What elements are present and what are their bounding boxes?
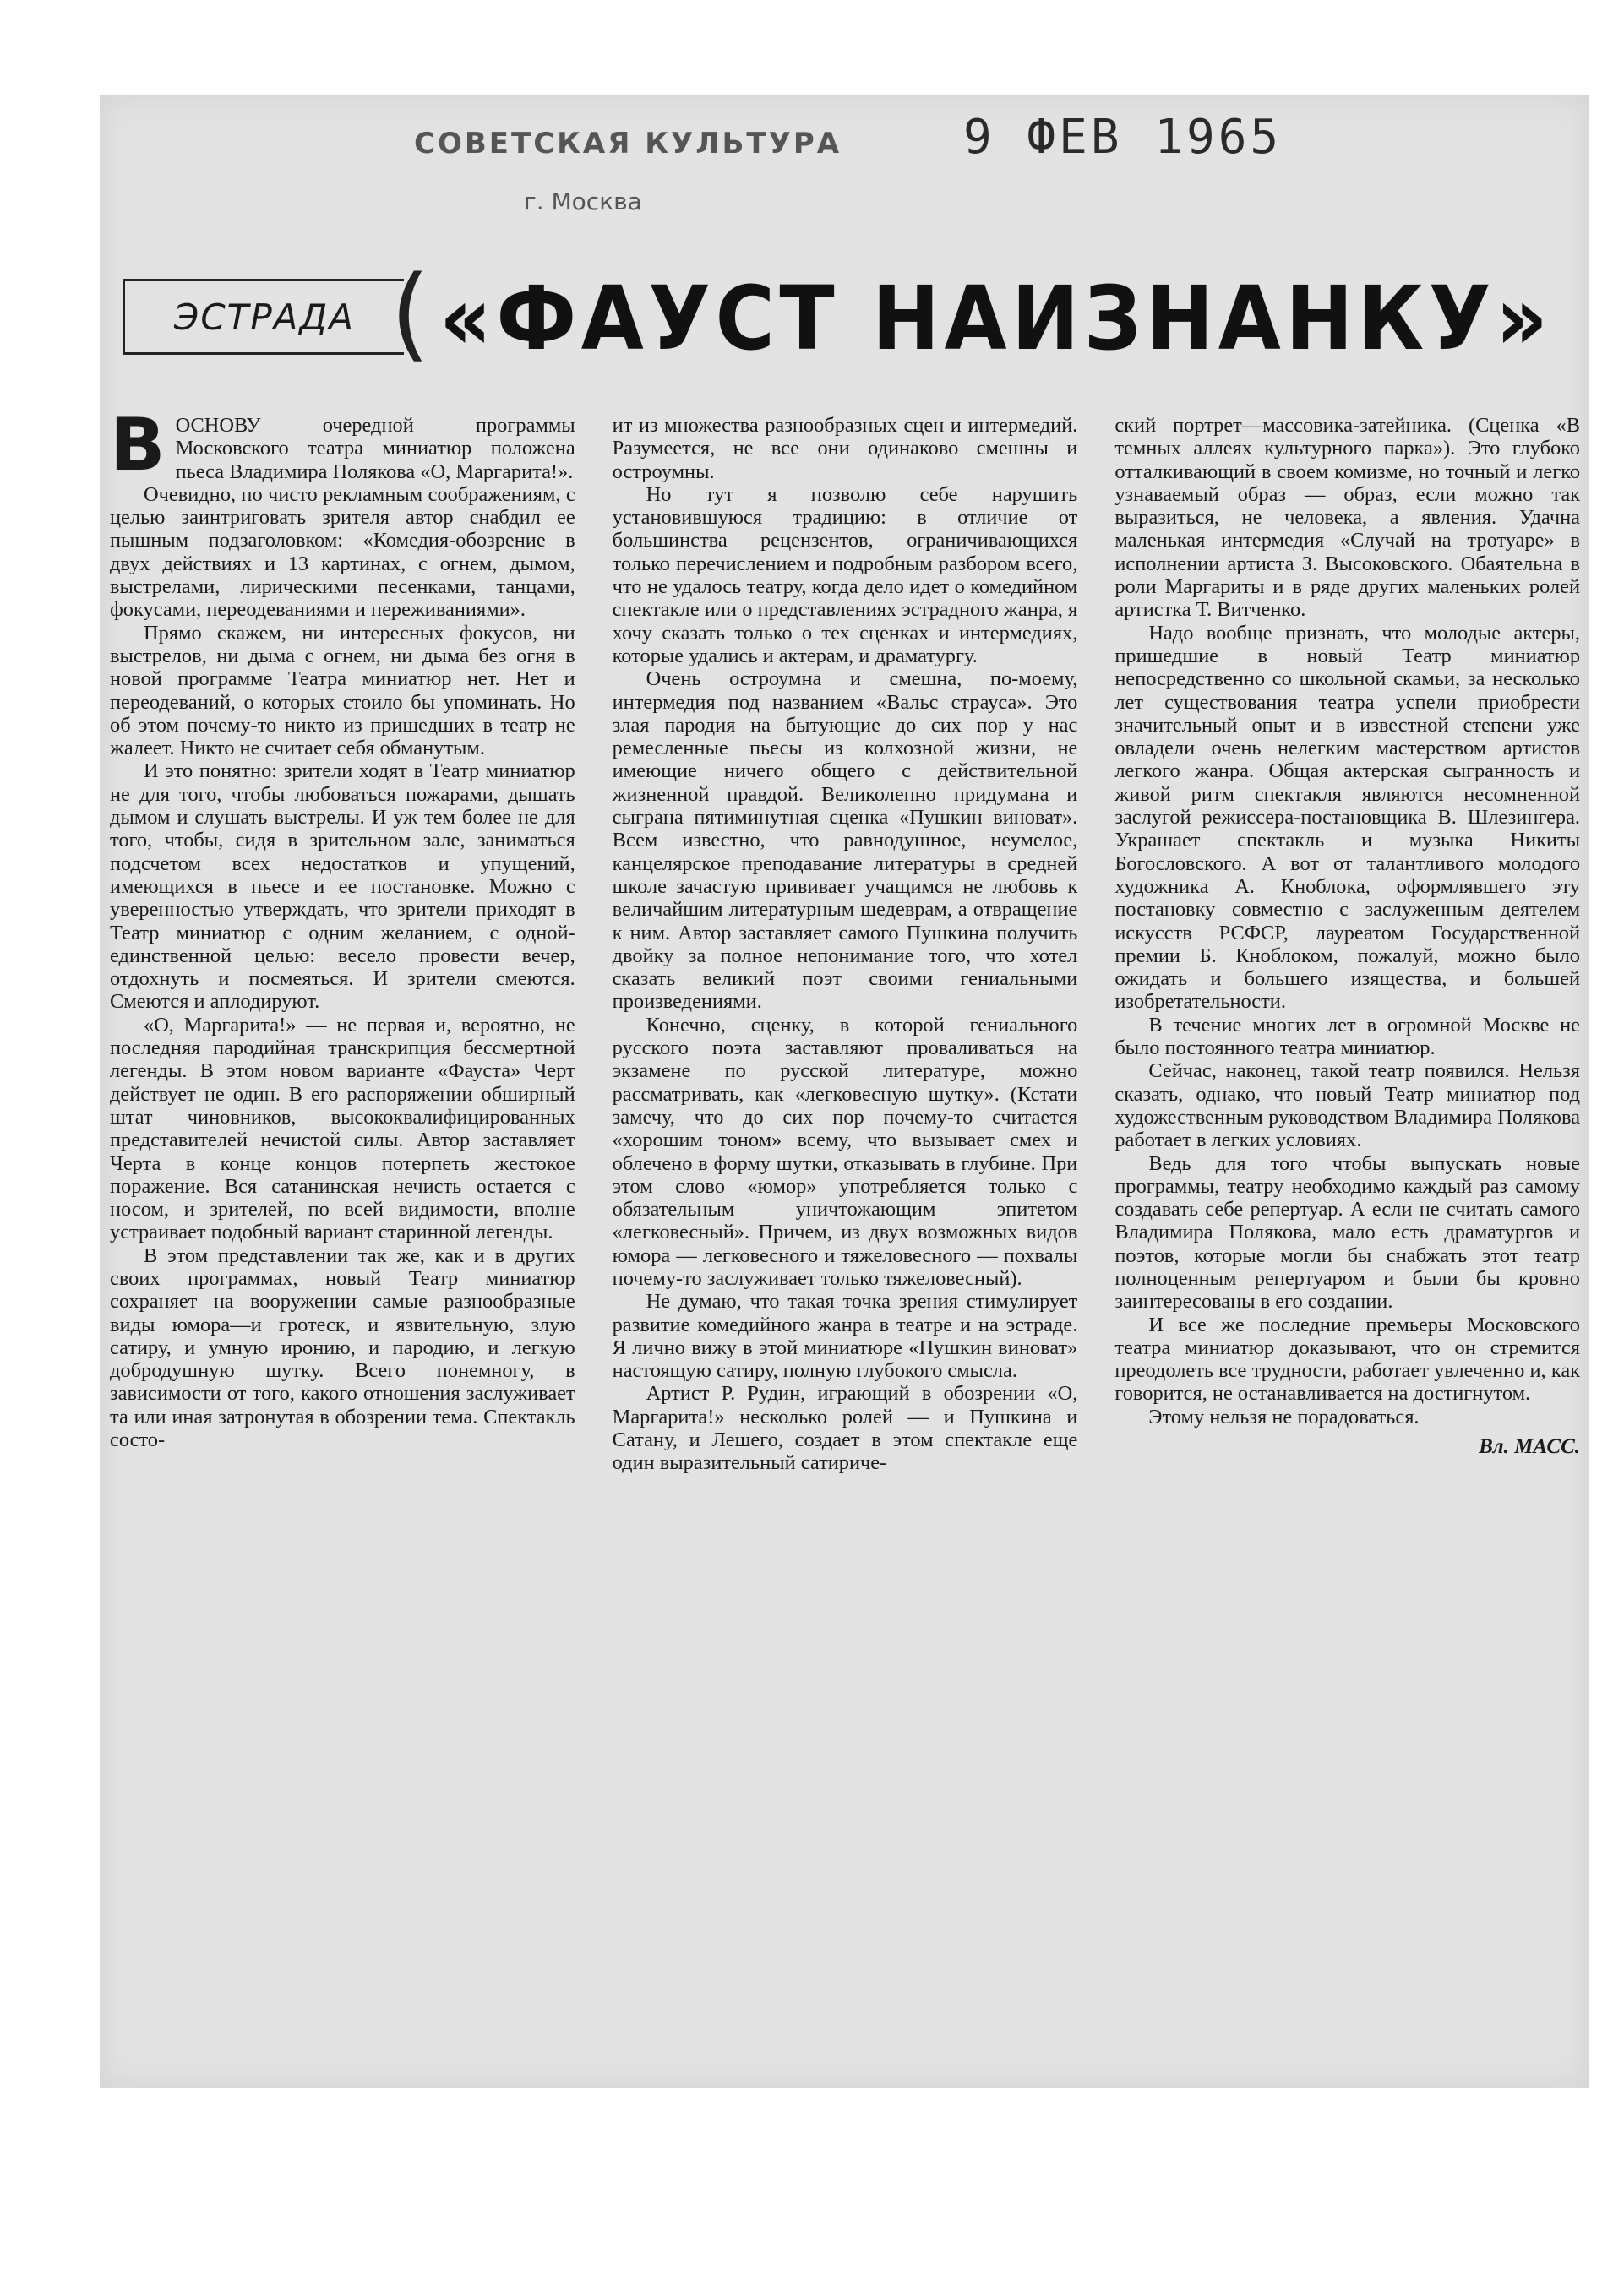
paragraph: Очень остроумна и смешна, по-моему, интермедия под названием «Вальс страуса». Это злая пародия на бытующие до сих пор у нас ремесленные пьесы из колхозной жизни, не имеющие ничего общего с действительной жизненной правдой. Великолепно придумана и сыграна пятиминутная сценка «Пушкин виноват». Всем известно, что равнодушное, неумелое, канцелярское преподавание литературы в средней школе зачастую прививает учащимся не любовь к величайшим литературным шедеврам, а отвращение к ним. Автор заставляет самого Пушкина получить двойку за полное непонимание того, что хотел сказать великий поэт своими гениальными произведениями. (612, 667, 1078, 1014)
paragraph: Конечно, сценку, в которой гениального русского поэта заставляют проваливаться на экзамене по русской литературе, можно рассматривать, как «легковесную шутку». (Кстати замечу, что до сих пор почему-то считается «хорошим тоном» всему, что вызывает смех и облечено в форму шутки, отказывать в глубине. При этом слово «юмор» употребляется только с обязательным уничтожающим эпитетом «легковесный». Причем, из двух возможных видов юмора — легковесного и тяжеловесного — похвалы почему-то заслуживает только тяжеловесный). (612, 1013, 1078, 1290)
paragraph: И это понятно: зрители ходят в Театр миниатюр не для того, чтобы любоваться пожарами, дышать дымом и слушать выстрелы. И уж тем более не для того, чтобы, сидя в зрительном зале, заниматься подсчетом всех недостатков и упущений, имеющихся в пьесе и ее постановке. Можно с уверенностью утверждать, что зрители приходят в Театр миниатюр с одним желанием, с одной-единственной целью: весело провести вечер, отдохнуть и посмеяться. И зрители смеются. Смеются и аплодируют. (110, 759, 575, 1014)
newspaper-masthead: СОВЕТСКАЯ КУЛЬТУРА (414, 127, 842, 161)
author-signature: Вл. МАСС. (1479, 1435, 1581, 1459)
column-3 (1114, 414, 1580, 2070)
paragraph: «О, Маргарита!» — не первая и, вероятно, не последняя пародийная транскрипция бессмертной легенды. В этом новом варианте «Фауста» Черт действует не один. В его распоряжении обширный штат чиновников, высококвалифицированных представителей нечистой силы. Автор заставляет Черта в конце концов потерпеть жестокое поражение. Вся сатанинская нечисть остается с носом, и зрителей, по всей видимости, вполне устраивает подобный вариант старинной легенды. (110, 1013, 575, 1244)
paragraph: Очевидно, по чисто рекламным соображениям, с целью заинтриговать зрителя автор снабдил ее пышным подзаголовком: «Комедия-обозрение в двух действиях и 13 картинах, с огнем, дымом, выстрелами, лирическими песенками, танцами, фокусами, переодеваниями и переживаниями». (110, 482, 575, 622)
paragraph: Но тут я позволю себе нарушить установившуюся традицию: в отличие от большинства рецензентов, ограничивающихся только перечислением и подробным разбором всего, что не удалось театру, когда дело идет о комедийном спектакле или о представлениях эстрадного жанра, я хочу сказать только о тех сценках и интермедиях, которые удались и актерам, и драматургу. (612, 482, 1078, 667)
paragraph: И все же последние премьеры Московского театра миниатюр доказывают, что он стремится преодолеть все трудности, работает увлеченно и, как говорится, не останавливается на достигнутом. (1114, 1313, 1581, 1406)
newspaper-city: г. Москва (524, 188, 642, 215)
paragraph: В течение многих лет в огромной Москве не было постоянного театра миниатюр. (1114, 1013, 1581, 1060)
paragraph: Артист Р. Рудин, играющий в обозрении «О, Маргарита!» несколько ролей — и Пушкина и Сатану, и Лешего, создает в этом спектакле еще один выразительный сатириче- (612, 1382, 1078, 1475)
article-body (110, 403, 1581, 2070)
rubric-label: ЭСТРАДА (174, 296, 355, 338)
paragraph: Прямо скажем, ни интересных фокусов, ни выстрелов, ни дыма с огнем, ни дыма без огня в новой программе Театра миниатюр нет. Нет и переодеваний, о которых стоило бы упоминать. Но об этом почему-то никто из пришедших в театр не жалеет. Никто не считает себя обманутым. (110, 621, 575, 760)
date-stamp: 9 ФЕВ 1965 (963, 110, 1283, 165)
paragraph: В этом представлении так же, как и в других своих программах, новый Театр миниатюр сохраняет на вооружении самые разнообразные виды юмора—и гротеск, и язвительную, злую сатиру, и умную иронию, и пародию, и легкую добродушную шутку. Всего понемногу, в зависимости от того, какого отношения заслуживает та или иная затронутая в обозрении тема. Спектакль состо- (110, 1243, 575, 1452)
closing-line: Этому нельзя не порадоваться. (1148, 1405, 1420, 1428)
column-2 (613, 414, 1078, 2070)
paragraph: ский портрет—массовика-затейника. (Сценка «В темных аллеях культурного парка»). Это глубоко отталкивающий в своем комизме, но точный и легко узнаваемый образ — образ, если можно так выразиться, не человека, а явления. Удачна маленькая интермедия «Случай на тротуаре» в исполнении артиста З. Высоковского. Обаятельна в роли Маргариты и в ряде других маленьких ролей артистка Т. Витченко. (1114, 414, 1581, 622)
article-title: «ФАУСТ НАИЗНАНКУ» (439, 267, 1553, 370)
paragraph: Ведь для того чтобы выпускать новые программы, театру необходимо каждый раз самому создавать себе репертуар. А если не считать самого Владимира Полякова, мало есть драматургов и поэтов, которые могли бы снабжать этот театр полноценным репертуаром и были бы кровно заинтересованы в его создании. (1114, 1151, 1581, 1314)
paragraph: Не думаю, что такая точка зрения стимулирует развитие комедийного жанра в театре и на эстраде. Я лично вижу в этой миниатюре «Пушкин виноват» настоящую сатиру, полную глубокого смысла. (612, 1290, 1078, 1383)
rubric-bracket-decoration: ( (390, 255, 430, 373)
paragraph: ВОСНОВУ очередной программы Московского театра миниатюр положена пьеса Владимира Полякова «О, Маргарита!». (110, 403, 575, 487)
drop-cap: В (110, 403, 166, 487)
paragraph: Сейчас, наконец, такой театр появился. Нельзя сказать, однако, что новый Театр миниатюр под художественным руководством Владимира Полякова работает в легких условиях. (1114, 1059, 1581, 1152)
section-rubric (123, 279, 404, 355)
paragraph: Надо вообще признать, что молодые актеры, пришедшие в новый Театр миниатюр непосредственно со школьной скамьи, за несколько лет существования театра успели приобрести значительный опыт и в известной степени уже овладели очень нелегким мастерством артистов легкого жанра. Общая актерская сыгранность и живой ритм спектакля являются несомненной заслугой режиссера-постановщика В. Шлезингера. Украшает спектакль и музыка Никиты Богословского. А вот от талантливого молодого художника А. Кноблока, оформлявшего эту постановку совместно с заслуженным деятелем искусств РСФСР, лауреатом Государственной премии Б. Кноблоком, пожалуй, можно было ожидать и большего изящества, и большей изобретательности. (1114, 621, 1581, 1014)
paragraph: ит из множества разнообразных сцен и интермедий. Разумеется, не все они одинаково смешны и остроумны. (612, 414, 1078, 483)
column-1 (110, 403, 575, 2070)
